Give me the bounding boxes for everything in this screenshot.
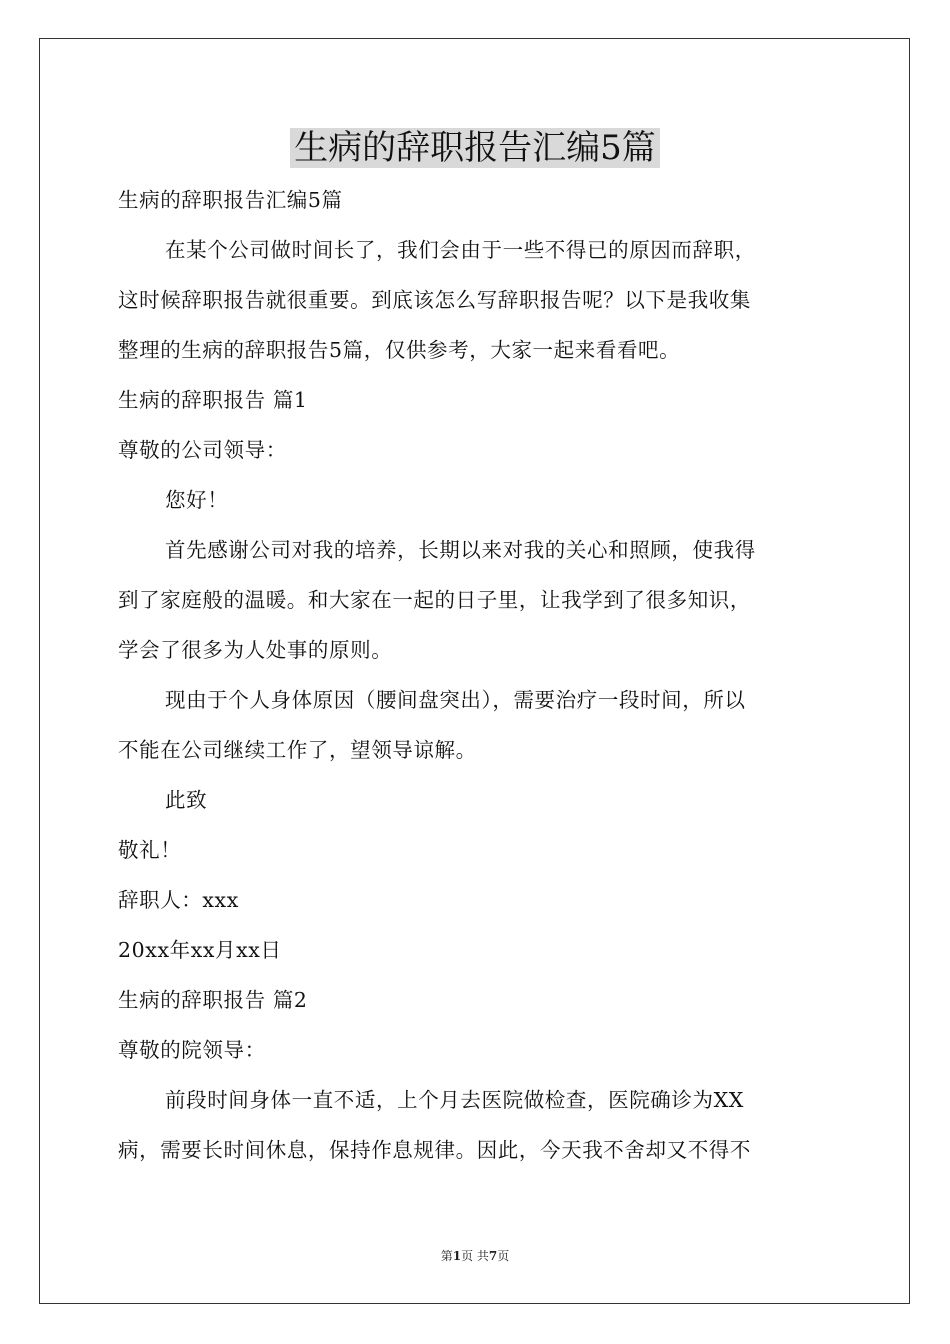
body-paragraph-2-line-1: 现由于个人身体原因（腰间盘突出），需要治疗一段时间，所以 (165, 688, 746, 712)
page-border (39, 38, 910, 1304)
salutation-2: 尊敬的院领导： (118, 1038, 266, 1062)
subtitle-line: 生病的辞职报告汇编5篇 (118, 188, 343, 212)
body-paragraph-3-line-1: 前段时间身体一直不适，上个月去医院做检查，医院确诊为XX (165, 1088, 744, 1112)
body-paragraph-1-line-1: 首先感谢公司对我的培养，长期以来对我的关心和照顾，使我得 (165, 538, 756, 562)
intro-paragraph-line-3: 整理的生病的辞职报告5篇，仅供参考，大家一起来看看吧。 (118, 338, 681, 362)
footer-page-suffix: 页 (497, 1249, 510, 1263)
footer-page-current: 1 (452, 1249, 462, 1263)
intro-paragraph-line-1: 在某个公司做时间长了，我们会由于一些不得已的原因而辞职， (165, 238, 756, 262)
closing-line-1: 此致 (165, 788, 208, 812)
page-footer (0, 1248, 950, 1264)
body-paragraph-1-line-2: 到了家庭般的温暖。和大家在一起的日子里，让我学到了很多知识， (118, 588, 751, 612)
document-title (0, 126, 950, 170)
body-paragraph-1-line-3: 学会了很多为人处事的原则。 (118, 638, 393, 662)
salutation-1: 尊敬的公司领导： (118, 438, 287, 462)
footer-page-mid: 页 共 (461, 1249, 489, 1263)
body-paragraph-2-line-2: 不能在公司继续工作了，望领导谅解。 (118, 738, 477, 762)
signature-line: 辞职人：xxx (118, 888, 239, 912)
date-line: 20xx年xx月xx日 (118, 938, 282, 962)
intro-paragraph-line-2: 这时候辞职报告就很重要。到底该怎么写辞职报告呢？以下是我收集 (118, 288, 751, 312)
closing-line-2: 敬礼！ (118, 838, 182, 862)
greeting-line: 您好！ (165, 488, 229, 512)
footer-page-prefix: 第 (440, 1249, 453, 1263)
section-heading-1: 生病的辞职报告 篇1 (118, 388, 308, 412)
body-paragraph-3-line-2: 病，需要长时间休息，保持作息规律。因此，今天我不舍却又不得不 (118, 1138, 751, 1162)
document-title-text: 生病的辞职报告汇编5篇 (290, 128, 660, 168)
section-heading-2: 生病的辞职报告 篇2 (118, 988, 308, 1012)
footer-page-total: 7 (488, 1249, 498, 1263)
